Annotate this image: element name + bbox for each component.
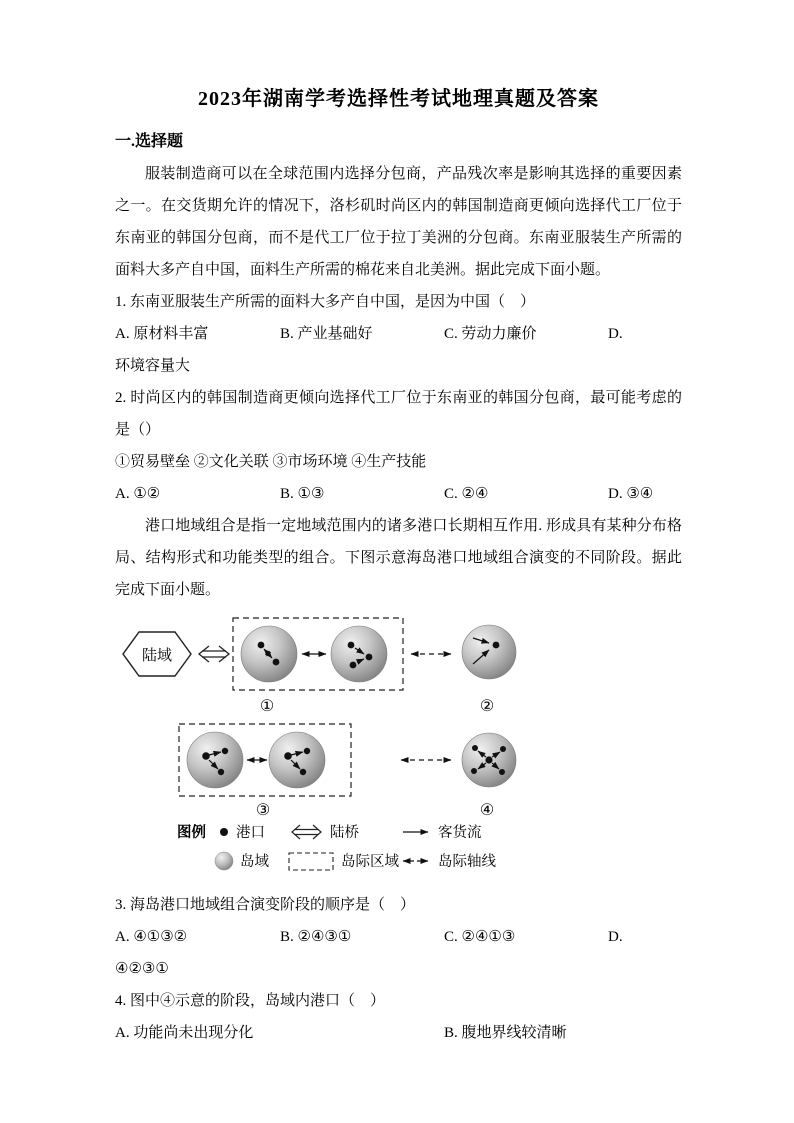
q2-items: ①贸易壁垒 ②文化关联 ③市场环境 ④生产技能	[115, 454, 427, 470]
q1-options	[115, 318, 682, 350]
stage-2	[462, 625, 516, 715]
q4-options	[115, 1017, 682, 1049]
port-evolution-figure	[117, 612, 682, 885]
land-bridge-icon	[199, 646, 229, 662]
q1-option-d: D.	[608, 326, 623, 342]
stage-3-label: ③	[255, 802, 271, 819]
legend-area-label: 岛际区域	[341, 854, 399, 870]
q2-stem: 2. 时尚区内的韩国制造商更倾向选择代工厂位于东南亚的韩国分包商，最可能考虑的是（）	[115, 390, 682, 438]
port-icon	[220, 828, 228, 836]
land-hexagon	[123, 632, 191, 676]
island-icon	[215, 852, 233, 870]
stage-4	[462, 733, 516, 819]
section-heading: 一.选择题	[115, 133, 184, 150]
port-evolution-diagram	[117, 612, 597, 880]
figure-legend	[177, 823, 496, 870]
q1-option-b: B. 产业基础好	[280, 326, 373, 342]
inter-island-area-icon	[289, 853, 333, 870]
stage-1-label: ①	[259, 698, 275, 715]
bridge-icon	[292, 825, 321, 839]
q2-option-a: A. ①②	[115, 486, 161, 502]
q1-option-d-wrap: 环境容量大	[115, 358, 191, 374]
page-title: 2023年湖南学考选择性考试地理真题及答案	[198, 88, 599, 110]
legend-island-label: 岛域	[240, 854, 269, 870]
q1-option-c: C. 劳动力廉价	[444, 326, 537, 342]
legend-port-label: 港口	[236, 825, 265, 841]
q3-option-a: A. ④①③②	[115, 929, 188, 945]
q2-option-d: D. ③④	[608, 486, 654, 502]
q2-option-c: C. ②④	[444, 486, 489, 502]
passage-2: 港口地域组合是指一定地域范围内的诸多港口长期相互作用. 形成具有某种分布格局、结构形式和功能类型的组合。下图示意海岛港口地域组合演变的不同阶段。据此完成下面小题。	[115, 518, 682, 598]
stage-2-label: ②	[479, 698, 495, 715]
q4-stem: 4. 图中④示意的阶段，岛域内港口（ ）	[115, 993, 386, 1009]
stage-4-label: ④	[479, 802, 495, 819]
q3-options	[115, 921, 682, 953]
stage-1	[233, 618, 403, 715]
legend-title: 图例	[177, 825, 206, 841]
legend-bridge-label: 陆桥	[330, 825, 359, 841]
q2-options	[115, 478, 682, 510]
q3-option-c: C. ②④①③	[444, 929, 516, 945]
q4-option-b: B. 腹地界线较清晰	[444, 1025, 567, 1041]
legend-flow-label: 客货流	[438, 825, 482, 841]
q3-option-d-wrap: ④②③①	[115, 961, 169, 977]
q4-option-a: A. 功能尚未出现分化	[115, 1025, 254, 1041]
land-label: 陆域	[141, 648, 173, 664]
stage-3	[179, 724, 351, 819]
q2-option-b: B. ①③	[280, 486, 325, 502]
q3-stem: 3. 海岛港口地域组合演变阶段的顺序是（ ）	[115, 897, 416, 913]
q1-stem: 1. 东南亚服装生产所需的面料大多产自中国，是因为中国（ ）	[115, 294, 536, 310]
q1-option-a: A. 原材料丰富	[115, 326, 209, 342]
q3-option-b: B. ②④③①	[280, 929, 352, 945]
passage-1: 服装制造商可以在全球范围内选择分包商，产品残次率是影响其选择的重要因素之一。在交货期允许的情况下，洛杉矶时尚区内的韩国制造商更倾向选择代工厂位于东南亚的韩国分包商，而不是代工厂位于拉丁美洲的分包商。东南亚服装生产所需的面料大多产自中国，面料生产所需的棉花来自北美洲。据此完成下面小题。	[115, 166, 682, 278]
legend-axis-label: 岛际轴线	[438, 854, 496, 870]
q3-option-d: D.	[608, 929, 623, 945]
